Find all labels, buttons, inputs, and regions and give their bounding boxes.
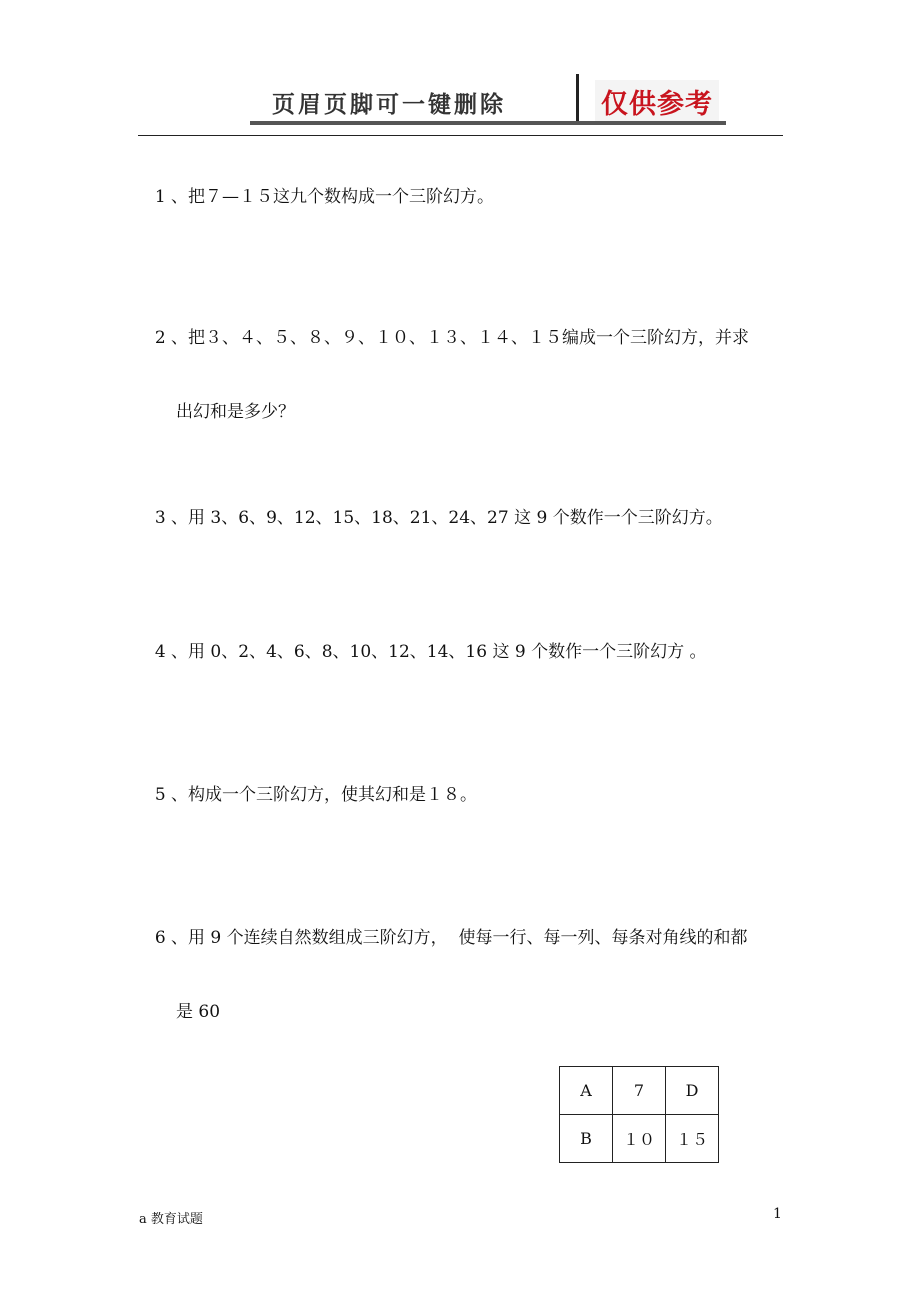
page-number: 1 bbox=[773, 1206, 782, 1222]
question-2 bbox=[144, 283, 784, 468]
grid-cell-b: B bbox=[560, 1115, 613, 1163]
question-1-text: 1 、把７—１５这九个数构成一个三阶幻方。 bbox=[154, 187, 495, 207]
magic-square-grid bbox=[559, 1066, 719, 1163]
grid-cell-d: D bbox=[666, 1067, 719, 1115]
header-banner bbox=[250, 72, 726, 128]
question-2-line-1: 2 、把３、４、５、８、９、１０、１３、１４、１５编成一个三阶幻方，并求 bbox=[154, 328, 750, 348]
header-left-text: 页眉页脚可一键删除 bbox=[272, 92, 506, 118]
question-5-text: 5 、构成一个三阶幻方，使其幻和是１８。 bbox=[154, 785, 478, 805]
grid-row bbox=[560, 1115, 719, 1163]
grid-cell-a: A bbox=[560, 1067, 613, 1115]
question-5 bbox=[144, 740, 784, 814]
header-underline bbox=[250, 121, 726, 125]
footer-label: a 教育试题 bbox=[139, 1212, 203, 1227]
question-4-text: 4 、用 0、2、4、6、8、10、12、14、16 这 9 个数作一个三阶幻方 。 bbox=[154, 642, 707, 662]
header-divider bbox=[576, 74, 579, 124]
question-1 bbox=[144, 142, 784, 216]
question-6-line-2: 是 60 bbox=[176, 1002, 221, 1022]
page-top-rule bbox=[138, 135, 783, 136]
grid-cell-10: １０ bbox=[613, 1115, 666, 1163]
question-4 bbox=[144, 597, 784, 671]
header-right-text: 仅供参考 bbox=[595, 80, 719, 123]
question-6 bbox=[144, 883, 784, 1068]
question-3-text: 3 、用 3、6、9、12、15、18、21、24、27 这 9 个数作一个三阶幻方。 bbox=[154, 508, 723, 528]
question-2-line-2: 出幻和是多少？ bbox=[176, 402, 295, 422]
question-6-line-1: 6 、用 9 个连续自然数组成三阶幻方， 使每一行、每一列、每条对角线的和都 bbox=[154, 928, 748, 948]
question-3 bbox=[144, 463, 784, 537]
grid-row bbox=[560, 1067, 719, 1115]
grid-cell-7: 7 bbox=[613, 1067, 666, 1115]
grid-cell-15: １５ bbox=[666, 1115, 719, 1163]
